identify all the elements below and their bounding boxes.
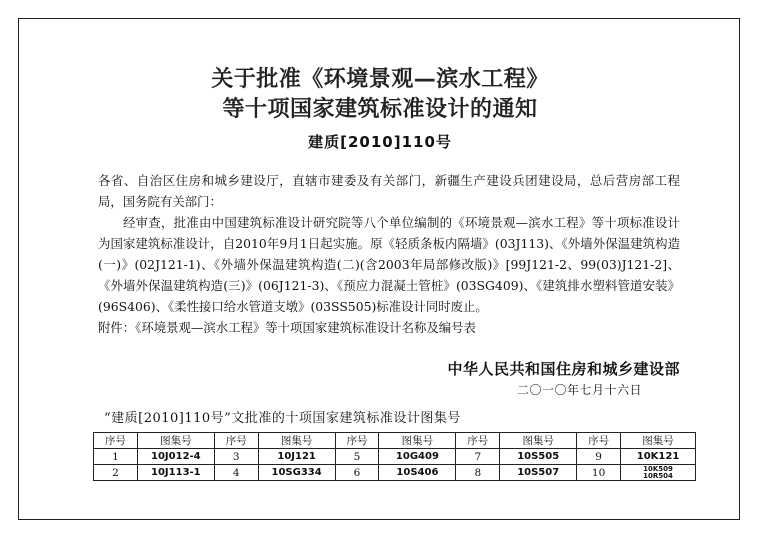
header-cell: 图集号 <box>500 433 577 449</box>
header-cell: 图集号 <box>258 433 335 449</box>
header-cell: 序号 <box>335 433 379 449</box>
approval-paragraph: 经审查，批准由中国建筑标准设计研究院等八个单位编制的《环境景观—滨水工程》等十项标准设计为国家建筑标准设计，自2010年9月1日起实施。原《轻质条板内隔墙》(03J113)、《外墙外保温建筑构造(一)》(02J121-1)、《外墙外保温建筑构造(二)(含2003年局部修改版)》[99J121-2、99(03)J121-2]、《外墙外保温建筑构造(三)》(06J121-3)、《预应力混凝土管桩》(03SG409)、《建筑排水塑料管道安装》(96S406)、《柔性接口给水管道支墩》(03SS505)标准设计同时废止。 <box>98 215 680 314</box>
row-number-cell: 5 <box>335 449 379 465</box>
row-number-cell: 8 <box>456 465 500 481</box>
row-number-cell: 1 <box>94 449 138 465</box>
header-cell: 序号 <box>214 433 258 449</box>
document-number: 建质[2010]110号 <box>308 133 452 151</box>
atlas-code-cell: 10J113-1 <box>137 465 214 481</box>
atlas-code-lower: 10R504 <box>643 471 673 480</box>
atlas-code-upper: 10K509 <box>643 464 673 473</box>
table-title: “建质[2010]110号”文批准的十项国家建筑标准设计图集号 <box>104 411 461 426</box>
atlas-code-cell: 10SG334 <box>258 465 335 481</box>
header-cell: 图集号 <box>137 433 214 449</box>
header-cell: 序号 <box>577 433 621 449</box>
atlas-code-cell: 10G409 <box>379 449 456 465</box>
row-number-cell: 3 <box>214 449 258 465</box>
header-cell: 序号 <box>456 433 500 449</box>
atlas-code-cell: 10J012-4 <box>137 449 214 465</box>
atlas-code-cell: 10J121 <box>258 449 335 465</box>
atlas-code-cell: 10S507 <box>500 465 577 481</box>
atlas-code-cell: 10K121 <box>621 449 696 465</box>
issuing-authority: 中华人民共和国住房和城乡建设部 <box>447 360 680 378</box>
atlas-number-table <box>93 432 696 481</box>
header-cell: 序号 <box>94 433 138 449</box>
notice-body <box>98 170 680 338</box>
notice-title-line1: 关于批准《环境景观—滨水工程》 <box>211 67 549 92</box>
row-number-cell: 4 <box>214 465 258 481</box>
atlas-code-cell-double <box>621 465 696 481</box>
attachment-text: 附件：《环境景观—滨水工程》等十项国家建筑标准设计名称及编号表 <box>98 320 476 335</box>
row-number-cell: 9 <box>577 449 621 465</box>
table-row <box>94 449 696 465</box>
row-number-cell: 6 <box>335 465 379 481</box>
notice-title-line2: 等十项国家建筑标准设计的通知 <box>222 97 538 122</box>
header-cell: 图集号 <box>379 433 456 449</box>
row-number-cell: 2 <box>94 465 138 481</box>
row-number-cell: 7 <box>456 449 500 465</box>
issue-date: 二〇一〇年七月十六日 <box>516 383 642 397</box>
recipients-text: 各省、自治区住房和城乡建设厅，直辖市建委及有关部门，新疆生产建设兵团建设局，总后营房部工程局，国务院有关部门： <box>98 173 680 209</box>
atlas-code-cell: 10S505 <box>500 449 577 465</box>
header-cell: 图集号 <box>621 433 696 449</box>
atlas-code-cell: 10S406 <box>379 465 456 481</box>
table-row <box>94 465 696 481</box>
table-header-row <box>94 433 696 449</box>
row-number-cell: 10 <box>577 465 621 481</box>
